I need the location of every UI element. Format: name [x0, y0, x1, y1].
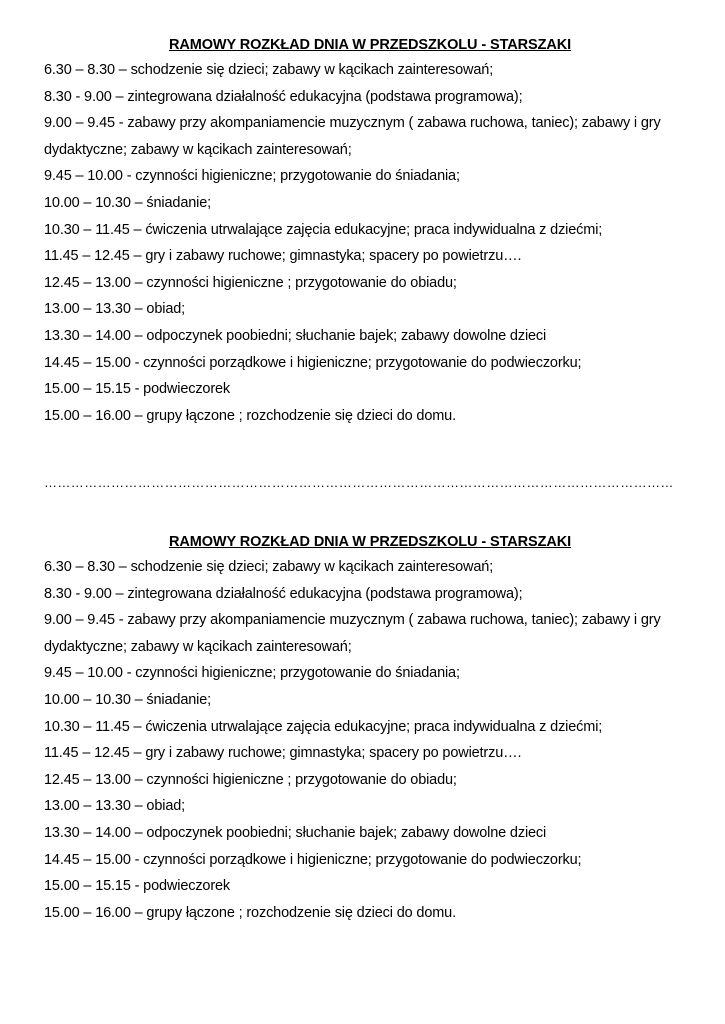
schedule-line: 13.00 – 13.30 – obiad;: [44, 301, 186, 318]
section-title: RAMOWY ROZKŁAD DNIA W PRZEDSZKOLU - STARSZAKI: [168, 534, 571, 550]
section-title: RAMOWY ROZKŁAD DNIA W PRZEDSZKOLU - STARSZAKI: [168, 37, 571, 53]
schedule-line: 6.30 – 8.30 – schodzenie się dzieci; zabawy w kącikach zainteresowań;: [44, 62, 494, 78]
schedule-line: 9.00 – 9.45 - zabawy przy akompaniamencie muzycznym ( zabawa ruchowa, taniec); zabawy i gry: [44, 612, 661, 629]
schedule-section-2: [44, 533, 684, 926]
schedule-line: 9.45 – 10.00 - czynności higieniczne; przygotowanie do śniadania;: [44, 168, 460, 185]
schedule-line: 15.00 – 15.15 - podwieczorek: [44, 381, 231, 398]
schedule-line: 14.45 – 15.00 - czynności porządkowe i higieniczne; przygotowanie do podwieczorku;: [44, 851, 582, 868]
schedule-line: 10.00 – 10.30 – śniadanie;: [44, 194, 212, 211]
schedule-line: 9.45 – 10.00 - czynności higieniczne; przygotowanie do śniadania;: [44, 665, 460, 682]
schedule-line: 6.30 – 8.30 – schodzenie się dzieci; zabawy w kącikach zainteresowań;: [44, 559, 494, 575]
schedule-line: 13.30 – 14.00 – odpoczynek poobiedni; słuchanie bajek; zabawy dowolne dzieci: [44, 824, 547, 841]
schedule-line: 8.30 - 9.00 – zintegrowana działalność edukacyjna (podstawa programowa);: [44, 585, 523, 602]
schedule-line: dydaktyczne; zabawy w kącikach zainteresowań;: [44, 638, 352, 655]
schedule-line: 15.00 – 16.00 – grupy łączone ; rozchodzenie się dzieci do domu.: [44, 407, 456, 424]
schedule-line: 12.45 – 13.00 – czynności higieniczne ; przygotowanie do obiadu;: [44, 771, 457, 788]
schedule-line: 10.00 – 10.30 – śniadanie;: [44, 691, 212, 708]
schedule-section-1: [44, 36, 684, 429]
schedule-line: 12.45 – 13.00 – czynności higieniczne ; przygotowanie do obiadu;: [44, 274, 457, 291]
schedule-line: 13.00 – 13.30 – obiad;: [44, 798, 186, 815]
schedule-line: 8.30 - 9.00 – zintegrowana działalność edukacyjna (podstawa programowa);: [44, 88, 523, 105]
schedule-line: 10.30 – 11.45 – ćwiczenia utrwalające zajęcia edukacyjne; praca indywidualna z dziećmi;: [44, 221, 603, 238]
schedule-line: 15.00 – 15.15 - podwieczorek: [44, 878, 231, 895]
schedule-line: 13.30 – 14.00 – odpoczynek poobiedni; słuchanie bajek; zabawy dowolne dzieci: [44, 327, 547, 344]
schedule-line: 9.00 – 9.45 - zabawy przy akompaniamencie muzycznym ( zabawa ruchowa, taniec); zabawy i gry: [44, 115, 661, 132]
schedule-line: 15.00 – 16.00 – grupy łączone ; rozchodzenie się dzieci do domu.: [44, 904, 456, 921]
schedule-line: 11.45 – 12.45 – gry i zabawy ruchowe; gimnastyka; spacery po powietrzu….: [44, 248, 522, 265]
schedule-line: dydaktyczne; zabawy w kącikach zainteresowań;: [44, 141, 352, 158]
schedule-line: 14.45 – 15.00 - czynności porządkowe i higieniczne; przygotowanie do podwieczorku;: [44, 354, 582, 371]
schedule-line: 10.30 – 11.45 – ćwiczenia utrwalające zajęcia edukacyjne; praca indywidualna z dziećmi;: [44, 718, 603, 735]
schedule-line: 11.45 – 12.45 – gry i zabawy ruchowe; gimnastyka; spacery po powietrzu….: [44, 745, 522, 762]
dotted-separator: ……………………………………………………………………………………………………………………………: [44, 475, 674, 490]
